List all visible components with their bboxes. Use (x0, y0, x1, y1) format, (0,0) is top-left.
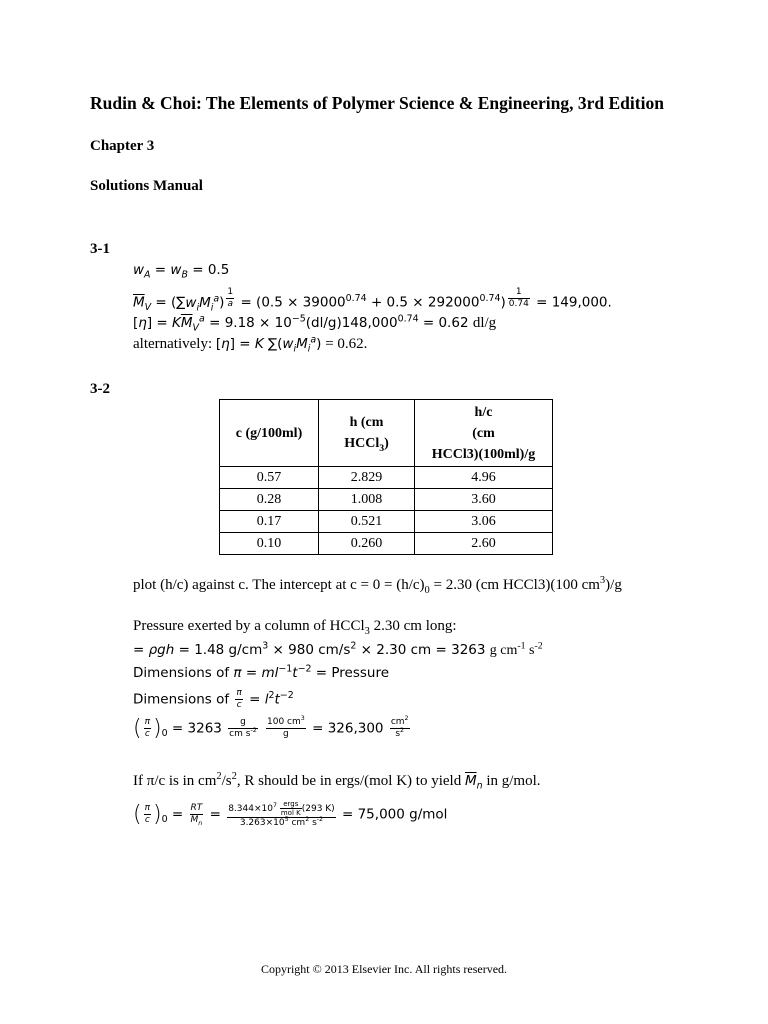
table-header-row (220, 400, 553, 467)
cell: 1.008 (319, 489, 415, 511)
cell: 0.260 (319, 533, 415, 555)
eq-pi-over-c: ( $\frac{\pi}{c}$ )$_0 = 3263$ $\frac{g}{cm s^{-2}}$ $\frac{100 cm^3}{g}$ = 326,300 $\frac{cm^2}{s^2}$ (133, 715, 409, 741)
header-concentration: c (g/100ml) (220, 400, 319, 467)
cell: 2.829 (319, 467, 415, 489)
eq-alternative: alternatively: [η] = K $\sum(w_iM_i^a) = 0.62$. (133, 334, 368, 355)
cell: 4.96 (415, 467, 553, 489)
header-ratio: h/c (cm HCCl3)(100ml)/g (415, 400, 553, 467)
cell: 0.521 (319, 511, 415, 533)
eq-dimensions-pressure: Dimensions of $\pi = ml^{-1}t^{-2}$ = Pressure (133, 663, 390, 681)
chapter-heading: Chapter 3 (90, 138, 155, 154)
cell: 3.60 (415, 489, 553, 511)
plot-intercept-text: plot (h/c) against c. The intercept at $c = 0 = (h/c)_0 = 2.30$ (cm HCCl3)(100 $cm^3)/g$ (133, 575, 622, 596)
eq-weight-fractions: $w_A = w_B = 0.5$ (133, 262, 230, 281)
cell: 0.57 (220, 467, 319, 489)
eq-intrinsic-viscosity: $[\eta] = K\overline{M}_V^a = 9.18 \times 10^{-5}(dl/g)148,000^{0.74} = 0.62$ dl/g (133, 313, 497, 334)
cell: 0.17 (220, 511, 319, 533)
table-row (220, 489, 553, 511)
copyright-footer: Copyright © 2013 Elsevier Inc. All rights reserved. (260, 962, 508, 976)
table-row (220, 511, 553, 533)
eq-dimensions-ratio: Dimensions of $\frac{\pi}{c}$ = $l^2t^{-2}$ (133, 688, 294, 710)
problem-3-1-label: 3-1 (90, 241, 110, 257)
header-height: h (cm HCCl$_3$) (319, 400, 415, 467)
table-row (220, 467, 553, 489)
eq-molecular-weight: ( $\frac{\pi}{c}$ )$_0$ = $\frac{RT}{\overline{M}_n}$ = $8.344\times 10^7$ $\frac{\text{ergs}}{\text{mol K}}$ (293 K) $3.263\times 10^5$ $cm^2$ $s^{-2}$ = 75,000 g/mol (133, 800, 448, 828)
table-row (220, 533, 553, 555)
units-explanation: If π/c is in $cm^2/s^2$, R should be in ergs/(mol K) to yield $\overline{M}_n$ in g/mol. (133, 771, 541, 792)
cell: 3.06 (415, 511, 553, 533)
cell: 0.10 (220, 533, 319, 555)
data-table (219, 399, 553, 555)
cell: 0.28 (220, 489, 319, 511)
document-title: Rudin & Choi: The Elements of Polymer Science & Engineering, 3rd Edition (90, 93, 664, 113)
problem-3-2-label: 3-2 (90, 381, 110, 397)
cell: 2.60 (415, 533, 553, 555)
eq-pressure: = ρgh = 1.48 $g/cm^3 \times 980$ $cm/s^2 \times 2.30$ cm = 3263 g $cm^{-1}$ $s^{-2}$ (133, 640, 543, 658)
solutions-manual-heading: Solutions Manual (90, 178, 203, 194)
eq-viscosity-average: $\overline{M}_V = (\sum w_iM_i^a)$ $^{\frac{1}{a}}$ = $(0.5 \times 39000^{0.74} + 0.5 \times 292000^{0.74})$ $^{\frac{1}{0.74}}$ = 149,000. (133, 287, 612, 314)
pressure-text: Pressure exerted by a column of HCCl$_3$ 2.30 cm long: (133, 618, 457, 637)
